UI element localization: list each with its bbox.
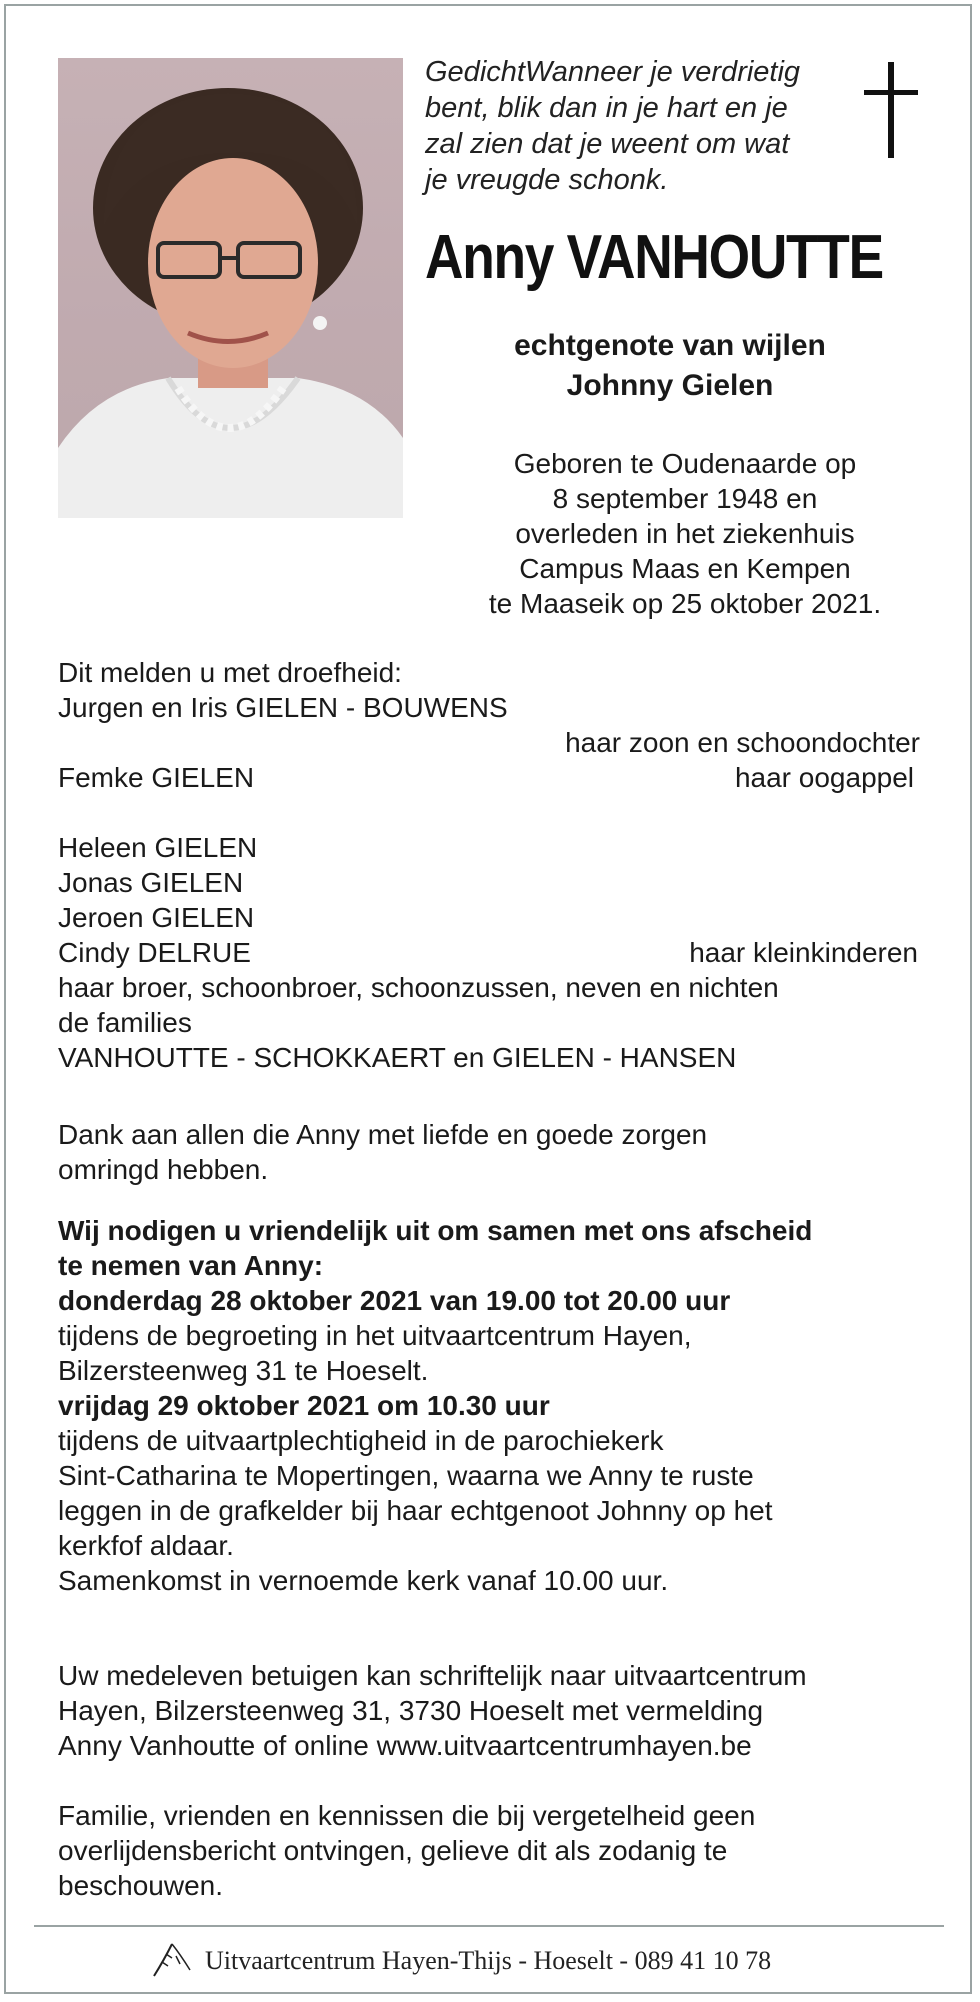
son-couple: Jurgen en Iris GIELEN - BOUWENS [58, 692, 508, 723]
grandchild-name: Jeroen GIELEN [58, 902, 255, 933]
birth-death-line: overleden in het ziekenhuis [515, 518, 855, 549]
femke-name: Femke GIELEN [58, 762, 255, 793]
portrait-photo [58, 58, 403, 518]
grandchildren-row [58, 935, 928, 970]
poem [425, 54, 845, 198]
spouse-block [440, 326, 900, 406]
visitation-date: donderdag 28 oktober 2021 van 19.00 tot 20.00 uur [58, 1285, 731, 1316]
relatives-line: haar broer, schoonbroer, schoonzussen, neven en nichten [58, 972, 779, 1003]
notice-block [58, 1798, 928, 1903]
thanks-block [58, 1117, 928, 1187]
grandchild-name: Jonas GIELEN [58, 867, 244, 898]
spouse-name: Johnny Gielen [566, 369, 774, 402]
footer-divider [34, 1925, 944, 1927]
invitation-line: Wij nodigen u vriendelijk uit om samen met ons afscheid [58, 1215, 813, 1246]
funeral-home-contact: Uitvaartcentrum Hayen-Thijs - Hoeselt - 089 41 10 78 [205, 1946, 772, 1975]
cross-icon [862, 62, 922, 167]
son-role: haar zoon en schoondochter [565, 727, 920, 758]
feather-logo-icon [150, 1940, 194, 1987]
femke-row [58, 760, 928, 795]
condolence-block [58, 1658, 928, 1763]
spouse-line: echtgenote van wijlen [514, 329, 826, 362]
poem-line: bent, blik dan in je hart en je [425, 92, 788, 124]
birth-death-line: 8 september 1948 en [552, 483, 818, 514]
notice-line: overlijdensbericht ontvingen, gelieve dit als zodanig te [58, 1835, 728, 1866]
announcement-intro: Dit melden u met droefheid: [58, 657, 402, 688]
thanks-line: omringd hebben. [58, 1154, 269, 1185]
birth-death-line: Campus Maas en Kempen [519, 553, 851, 584]
visitation-detail: Bilzersteenweg 31 te Hoeselt. [58, 1355, 429, 1386]
funeral-detail: kerkfof aldaar. [58, 1530, 234, 1561]
birth-death-block [440, 446, 930, 621]
condolence-line: Anny Vanhoutte of online www.uitvaartcentrumhayen.be [58, 1730, 752, 1761]
funeral-detail: leggen in de grafkelder bij haar echtgenoot Johnny op het [58, 1495, 773, 1526]
family-announcement [58, 655, 928, 1075]
funeral-date: vrijdag 29 oktober 2021 om 10.30 uur [58, 1390, 550, 1421]
notice-line: beschouwen. [58, 1870, 224, 1901]
poem-line: zal zien dat je weent om wat [425, 128, 790, 160]
funeral-detail: tijdens de uitvaartplechtigheid in de parochiekerk [58, 1425, 664, 1456]
condolence-line: Uw medeleven betuigen kan schriftelijk naar uitvaartcentrum [58, 1660, 807, 1691]
deceased-name: Anny VANHOUTTE [425, 223, 883, 292]
birth-death-line: Geboren te Oudenaarde op [513, 448, 857, 479]
thanks-line: Dank aan allen die Anny met liefde en goede zorgen [58, 1119, 708, 1150]
funeral-detail: Samenkomst in vernoemde kerk vanaf 10.00 uur. [58, 1565, 669, 1596]
families-line: VANHOUTTE - SCHOKKAERT en GIELEN - HANSEN [58, 1042, 737, 1073]
grandchild-name: Cindy DELRUE [58, 937, 251, 968]
funeral-detail: Sint-Catharina te Mopertingen, waarna we Anny te ruste [58, 1460, 754, 1491]
notice-line: Familie, vrienden en kennissen die bij vergetelheid geen [58, 1800, 756, 1831]
femke-role: haar oogappel [734, 762, 914, 793]
families-label: de families [58, 1007, 192, 1038]
poem-line: je vreugde schonk. [425, 164, 669, 196]
invitation-line: te nemen van Anny: [58, 1250, 324, 1281]
poem-line: GedichtWanneer je verdrietig [425, 56, 801, 88]
portrait-illustration [58, 58, 403, 518]
birth-death-line: te Maaseik op 25 oktober 2021. [488, 588, 882, 619]
grandchild-name: Heleen GIELEN [58, 832, 258, 863]
invitation-block [58, 1213, 928, 1598]
grandchildren-role: haar kleinkinderen [689, 937, 918, 968]
visitation-detail: tijdens de begroeting in het uitvaartcentrum Hayen, [58, 1320, 692, 1351]
condolence-line: Hayen, Bilzersteenweg 31, 3730 Hoeselt met vermelding [58, 1695, 764, 1726]
footer [150, 1940, 850, 1980]
